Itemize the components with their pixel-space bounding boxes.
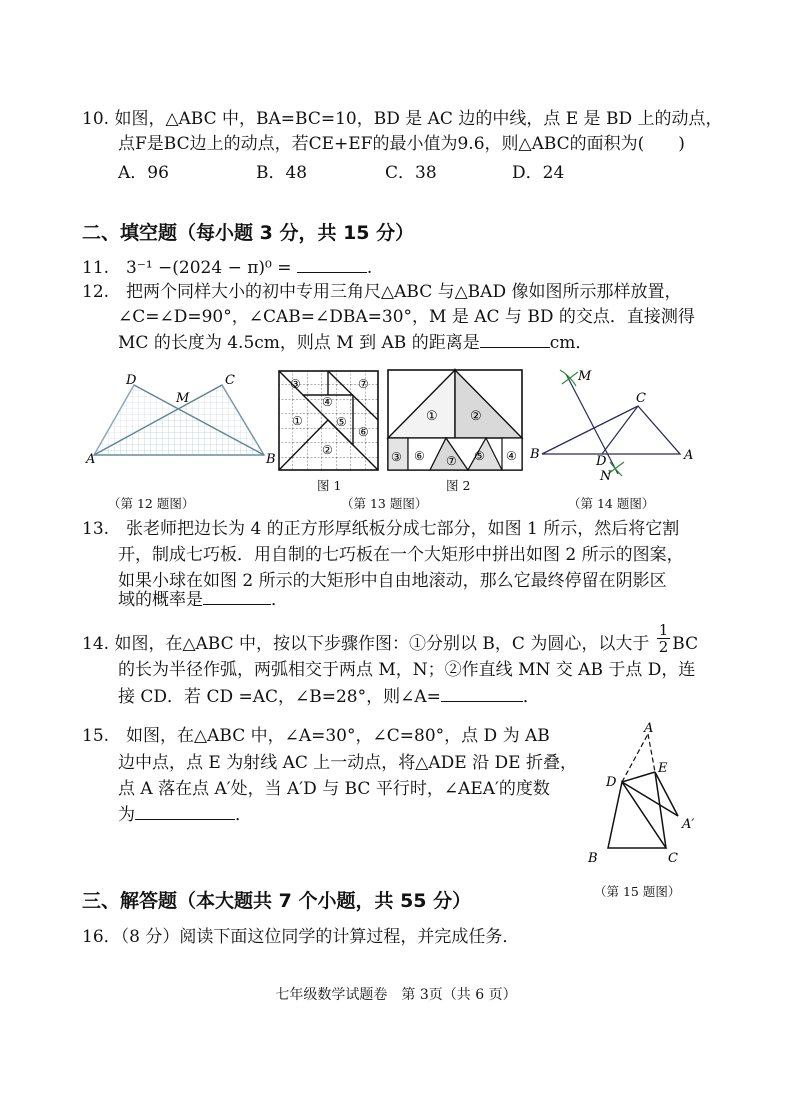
- fig13-g1-piece-7: ⑦: [358, 377, 369, 391]
- fig14-caption: （第 14 题图）: [568, 496, 655, 511]
- q10-line2: 点F是BC边上的动点，若CE+EF的最小值为9.6，则△ABC的面积为( ): [118, 134, 685, 154]
- q14-line1b: BC: [672, 634, 699, 654]
- q11-text: 11. 3⁻¹ −(2024 − π)⁰ =: [82, 258, 292, 278]
- fig13-g1-piece-4: ④: [322, 395, 333, 409]
- fig14-label-b: B: [530, 447, 540, 462]
- q12-line2: ∠C=∠D=90°，∠CAB=∠DBA=30°，M 是 AC 与 BD 的交点．直接测得: [118, 307, 695, 327]
- q15-answer-blank[interactable]: [135, 803, 235, 820]
- fig13-g2-piece-7: ⑦: [446, 454, 457, 468]
- q14-frac-den: 2: [658, 638, 669, 656]
- fig13-g1-piece-2: ②: [322, 443, 333, 457]
- fig14-triangle: [526, 366, 706, 482]
- section3-title: 三、解答题（本大题共 7 个小题，共 55 分）: [82, 890, 472, 912]
- fig14-line-mn: [566, 374, 618, 474]
- page-footer: 七年级数学试题卷 第 3页（共 6 页）: [275, 987, 517, 1003]
- q14-line1: [82, 621, 699, 661]
- q14-answer-blank[interactable]: [441, 685, 523, 702]
- q14-line3-end: ．: [522, 687, 540, 707]
- fig13-figure1-tangram: [278, 370, 380, 472]
- q12-line3: [118, 331, 592, 354]
- fig12-label-d: D: [126, 373, 137, 388]
- q13-line2: 开，制成七巧板．用自制的七巧板在一个大矩形中拼出如图 2 所示的图案，: [118, 545, 684, 565]
- q14-line3: [118, 685, 540, 708]
- q14-fraction: [657, 622, 671, 655]
- q13-answer-blank[interactable]: [203, 588, 271, 605]
- fig13-g2-piece-4: ④: [506, 449, 517, 463]
- q14-frac-num: 1: [658, 621, 669, 639]
- fig13-g1-piece-5: ⑤: [336, 415, 347, 429]
- q12-line3a: MC 的长度为 4.5cm，则点 M 到 AB 的距离是: [118, 333, 480, 353]
- fig14-label-m: M: [578, 369, 592, 384]
- q10-option-c: C．38: [385, 163, 437, 183]
- q10-line1: 10. 如图，△ABC 中，BA=BC=10，BD 是 AC 边的中线，点 E 是 BD 上的动点，: [82, 109, 723, 129]
- q11-end: .: [366, 258, 373, 278]
- fig12-set-squares: [84, 372, 284, 472]
- section2-title: 二、填空题（每小题 3 分，共 15 分）: [82, 222, 415, 244]
- q15-line2: 边中点，点 E 为射线 AC 上一动点，将△ADE 沿 DE 折叠，: [118, 753, 577, 773]
- fig13-g1-piece-3: ③: [290, 377, 301, 391]
- q10-option-b: B．48: [256, 163, 308, 183]
- q15-line4-end: ．: [235, 805, 252, 825]
- fig12-caption: （第 12 题图）: [108, 496, 195, 511]
- fig15-label-b: B: [588, 851, 598, 866]
- fig14-label-c: C: [636, 391, 646, 406]
- fig13-label-2: 图 2: [446, 478, 471, 493]
- q10-option-d: D．24: [512, 163, 565, 183]
- q10-option-a: A．96: [118, 163, 169, 183]
- fig15-label-a: A: [644, 721, 654, 736]
- fig14-label-d: D: [596, 454, 607, 469]
- q12-line3b: cm．: [549, 333, 593, 353]
- q15-line1: 15. 如图，在△ABC 中，∠A=30°，∠C=80°，点 D 为 AB: [82, 726, 550, 746]
- fig13-g2-piece-2: ②: [470, 409, 482, 424]
- q16-text: 16．（8 分）阅读下面这位同学的计算过程，并完成任务．: [82, 927, 520, 947]
- q13-line4-end: ．: [271, 590, 288, 610]
- q14-line1a: 14. 如图，在△ABC 中，按以下步骤作图：①分别以 B，C 为圆心，以大于: [82, 634, 650, 654]
- q13-line1: 13. 张老师把边长为 4 的正方形厚纸板分成七部分，如图 1 所示，然后将它割: [82, 519, 680, 539]
- q13-line4: [118, 588, 288, 611]
- fig12-label-c: C: [225, 373, 235, 388]
- q11-answer-blank[interactable]: [297, 256, 367, 273]
- q14-line3-text: 接 CD．若 CD =AC，∠B=28°，则∠A=: [118, 687, 441, 707]
- fig14-label-a: A: [684, 448, 694, 463]
- fig13-label-1: 图 1: [317, 478, 342, 493]
- fig15-label-d: D: [606, 775, 617, 790]
- q15-line4-text: 为: [118, 805, 135, 825]
- q14-line2: 的长为半径作弧，两弧相交于两点 M，N；②作直线 MN 交 AB 于点 D，连: [118, 660, 696, 680]
- fig12-label-a: A: [86, 452, 96, 467]
- fig13-g2-piece-3: ③: [391, 450, 402, 464]
- fig12-label-m: M: [176, 391, 190, 406]
- fig13-g2-piece-1: ①: [426, 409, 438, 424]
- q15-line4: [118, 803, 252, 826]
- fig15-label-a-prime: A′: [682, 817, 695, 832]
- q15-line3: 点 A 落在点 A′处，当 A′D 与 BC 平行时，∠AEA′的度数: [118, 779, 550, 799]
- fig15-caption: （第 15 题图）: [594, 884, 681, 899]
- q12-answer-blank[interactable]: [480, 331, 550, 348]
- fig15-label-c: C: [668, 851, 678, 866]
- fig14-label-n: N: [600, 469, 612, 482]
- q11: [82, 256, 372, 279]
- q13-line4-text: 域的概率是: [118, 590, 203, 610]
- fig15-folded-triangle: [580, 720, 710, 872]
- fig13-g2-piece-6: ⑥: [414, 449, 425, 463]
- fig15-label-e: E: [658, 761, 668, 776]
- q13-line3: 如果小球在如图 2 所示的大矩形中自由地滚动，那么它最终停留在阴影区: [118, 571, 667, 591]
- fig12-label-b: B: [266, 452, 276, 467]
- fig13-g1-piece-1: ①: [292, 414, 303, 428]
- fig13-g1-piece-6: ⑥: [358, 425, 369, 439]
- fig13-figure2-rectangle: [386, 368, 526, 474]
- q12-line1: 12. 把两个同样大小的初中专用三角尺△ABC 与△BAD 像如图所示那样放置，: [82, 282, 682, 302]
- fig13-g2-piece-5: ⑤: [474, 449, 485, 463]
- fig13-caption: （第 13 题图）: [341, 496, 428, 511]
